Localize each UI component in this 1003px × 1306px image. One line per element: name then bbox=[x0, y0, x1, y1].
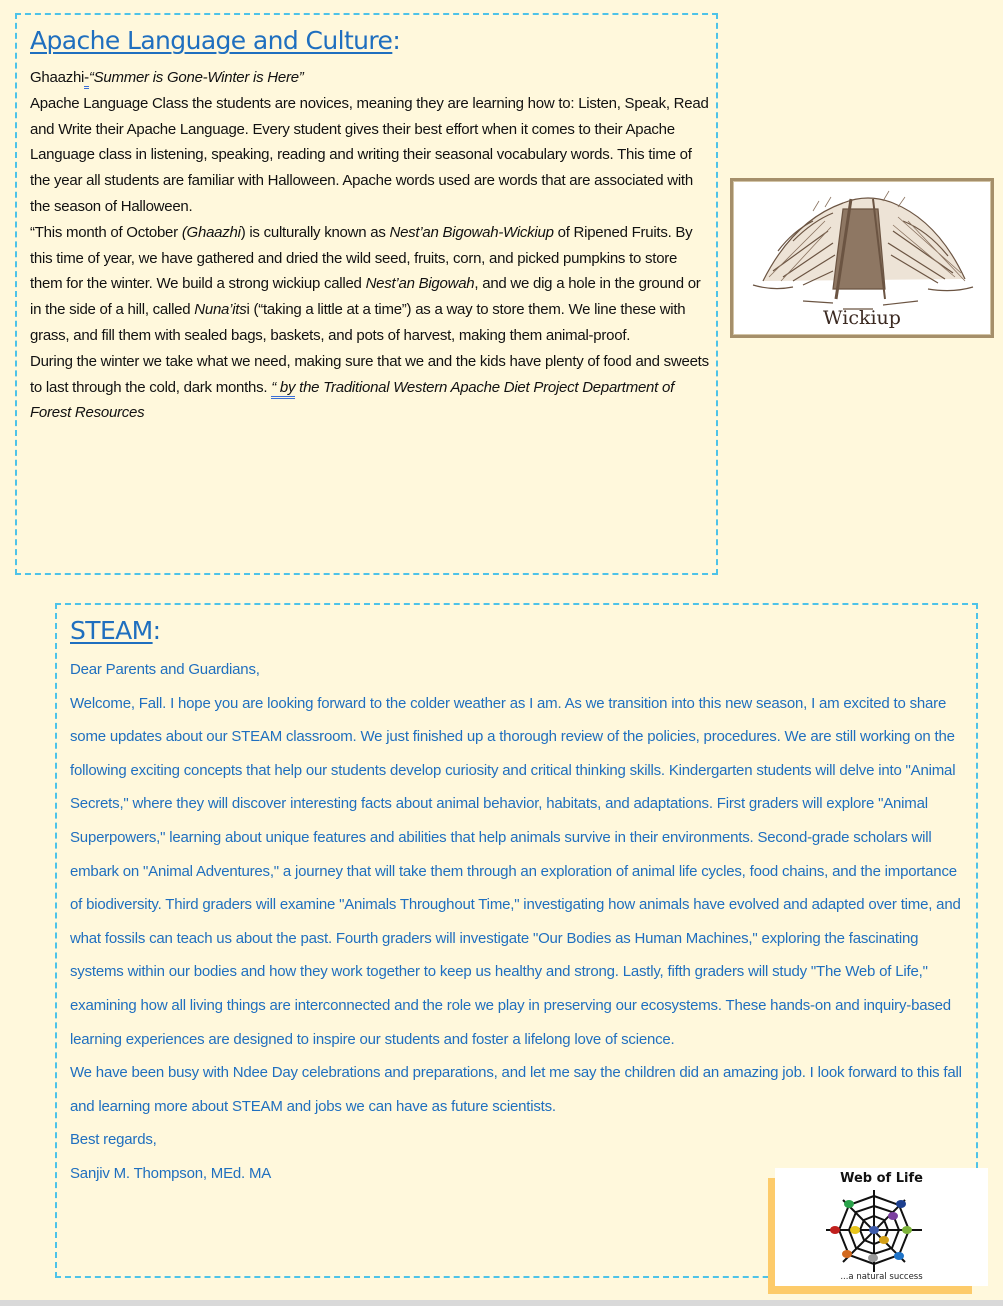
wickiup-image bbox=[730, 178, 994, 338]
animal-icon bbox=[888, 1212, 898, 1220]
animal-icon bbox=[902, 1226, 912, 1234]
subtitle-prefix: Ghaazhi bbox=[30, 69, 85, 86]
steam-signature: Sanjiv M. Thompson, MEd. MA bbox=[70, 1164, 272, 1182]
apache-paragraph-1: Apache Language Class the students are novices, meaning they are learning how to: Listen, Speak, Read and Write their Apache Language. Every student gives their best effort when it comes to their Apache Language class in listening, speaking, reading and writing their seasonal vocabulary words. This time of the year all students are familiar with Halloween. Apache words used are words that are associated with the season of Halloween. bbox=[30, 94, 709, 215]
steam-paragraph-2: We have been busy with Ndee Day celebrations and preparations, and let me say the children did an amazing job. I look forward to this fall and learning more about STEAM and jobs we can have as future scientists. bbox=[70, 1064, 962, 1115]
web-of-life-title: Web of Life bbox=[840, 1171, 923, 1186]
animal-icon bbox=[879, 1236, 889, 1244]
text-run: of Ripened Fruits. By this time of year, we have gathered and dried the wild seed, fruits, corn, and picked pumpkins to store them for the winter. We build a strong wickiup called bbox=[30, 223, 693, 293]
spider-web-icon bbox=[775, 1168, 988, 1286]
subtitle-dash: - bbox=[84, 69, 89, 89]
apache-section-title bbox=[30, 25, 400, 57]
animal-icon bbox=[869, 1226, 879, 1234]
citation-marker: “ by bbox=[271, 379, 295, 399]
page-bottom-edge bbox=[0, 1300, 1003, 1306]
animal-icon bbox=[850, 1226, 860, 1234]
apache-subtitle bbox=[30, 65, 710, 91]
apache-paragraph-2 bbox=[30, 220, 710, 349]
steam-title-text: STEAM bbox=[70, 616, 153, 645]
animal-icon bbox=[896, 1200, 906, 1208]
text-run-italic: Nuna’its bbox=[194, 301, 247, 319]
text-run: ) is culturally known as bbox=[240, 223, 390, 241]
apache-title-colon: : bbox=[392, 26, 401, 55]
citation-source: the Traditional Western Apache Diet Project Department of Forest Resources bbox=[30, 378, 674, 422]
text-run: i (“taking a little at a time”) as a way to store them. We line these with grass, and fill them with sealed bags, baskets, and pots of harvest, making them animal-proof. bbox=[30, 301, 686, 344]
steam-section-title bbox=[70, 615, 160, 647]
subtitle-quote: “Summer is Gone-Winter is Here” bbox=[88, 69, 304, 86]
animal-icon bbox=[894, 1252, 904, 1260]
apache-title-text: Apache Language and Culture bbox=[30, 26, 393, 55]
animal-icon bbox=[868, 1254, 878, 1262]
animal-icon bbox=[830, 1226, 840, 1234]
animal-icon bbox=[842, 1250, 852, 1258]
apache-language-section bbox=[15, 13, 718, 575]
text-run: During the winter we take what we need, making sure that we and the kids have plenty of food and sweets to last through the cold, dark months. bbox=[30, 352, 709, 396]
web-of-life-logo bbox=[775, 1168, 988, 1286]
apache-section-body bbox=[30, 65, 710, 426]
steam-title-colon: : bbox=[152, 616, 161, 645]
text-run-italic: (Ghaazhi bbox=[181, 223, 241, 241]
text-run: , and we dig a hole in the ground or in the side of a hill, called bbox=[30, 275, 701, 319]
text-run-italic: Nest’an Bigowah bbox=[365, 275, 475, 293]
text-run-italic: Nest’an Bigowah-Wickiup bbox=[389, 223, 554, 241]
animal-icon bbox=[844, 1200, 854, 1208]
text-run: “This month of October bbox=[30, 223, 182, 241]
steam-greeting: Dear Parents and Guardians, bbox=[70, 661, 260, 678]
apache-paragraph-3 bbox=[30, 349, 710, 426]
steam-paragraph-1: Welcome, Fall. I hope you are looking forward to the colder weather as I am. As we transition into this new season, I am excited to share some updates about our STEAM classroom. We just finished up a thorough review of the policies, procedures. We are still working on the following exciting concepts that help our students develop curiosity and critical thinking skills. Kindergarten students will delve into "Animal Secrets," where they will discover interesting facts about animal behavior, habitats, and adaptations. First graders will explore "Animal Superpowers," learning about unique features and abilities that help animals survive in their environments. Second-grade scholars will embark on "Animal Adventures," a journey that will take them through an exploration of animal life cycles, food chains, and the importance of biodiversity. Third graders will examine "Animals Throughout Time," investigating how animals have evolved and adapted over time, and what fossils can teach us about the past. Fourth graders will investigate "Our Bodies as Human Machines," exploring the fascinating systems within our bodies and how they work together to keep us healthy and strong. Lastly, fifth graders will study "The Web of Life," examining how all living things are interconnected and the role we play in preserving our ecosystems. These hands-on and inquiry-based learning experiences are designed to inspire our students and foster a lifelong love of science. bbox=[70, 694, 961, 1048]
web-of-life-tagline: ...a natural success bbox=[840, 1272, 923, 1282]
steam-section-body bbox=[70, 653, 970, 1191]
steam-closing: Best regards, bbox=[70, 1131, 157, 1149]
wickiup-caption: Wickiup bbox=[823, 307, 901, 329]
